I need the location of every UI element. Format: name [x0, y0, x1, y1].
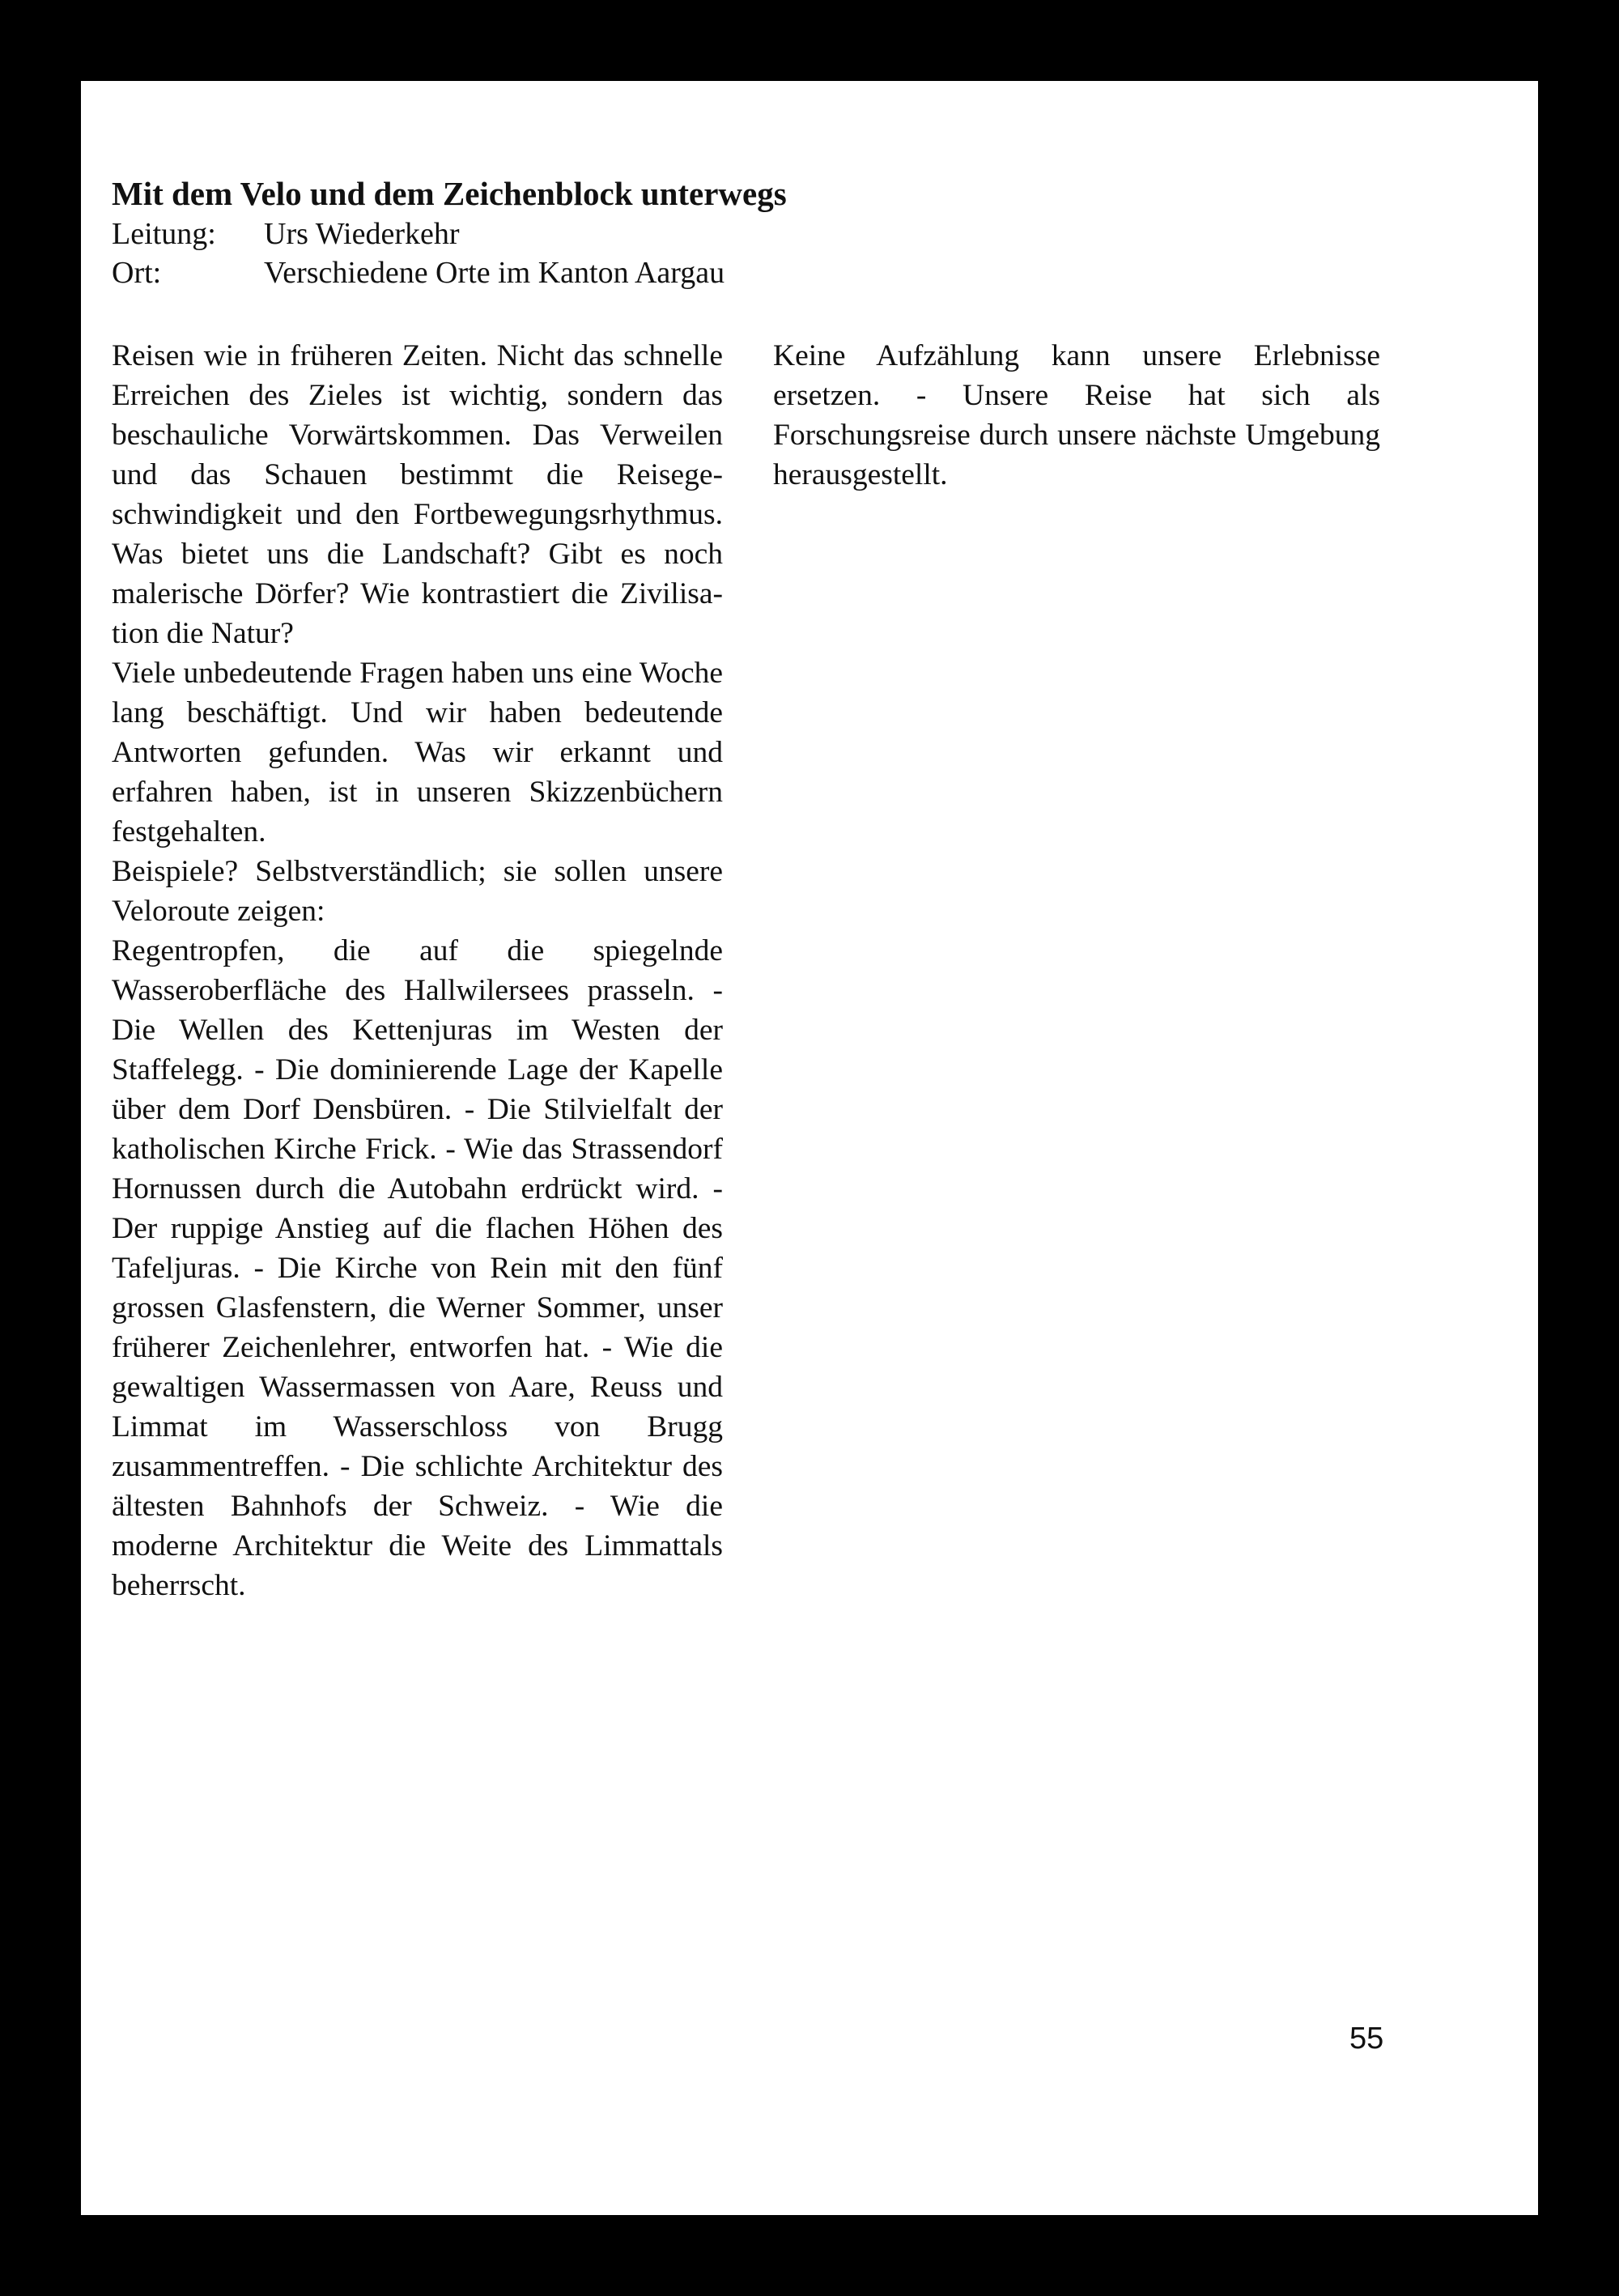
paragraph: Beispiele? Selbstverständlich; sie sollen unsere Veloroute zeigen:	[112, 855, 723, 928]
ort-label: Ort:	[112, 256, 162, 290]
left-text-column	[112, 336, 723, 1605]
ort-value: Verschiedene Orte im Kanton Aargau	[264, 256, 725, 290]
leitung-label: Leitung:	[112, 217, 216, 251]
paragraph: Reisen wie in früheren Zeiten. Nicht das schnelle Erreichen des Zieles ist wichtig, sondern das beschauliche Vorwärtskommen. Das Verweilen und das Schauen bestimmt die Reisegeschwindigkeit und den Fortbewegungsrhythmus. Was bietet uns die Landschaft? Gibt es noch malerische Dörfer? Wie kontrastiert die Zivilisation die Natur?	[112, 339, 723, 650]
leitung-value: Urs Wiederkehr	[264, 217, 460, 251]
ort-row	[112, 253, 1164, 292]
paragraph: Keine Aufzählung kann unsere Erlebnisse ersetzen. - Unsere Reise hat sich als Forschungsreise durch unsere nächste Umgebung herausgestellt.	[773, 339, 1380, 491]
page-number: 55	[1349, 2022, 1384, 2056]
paragraph: Viele unbedeutende Fragen haben uns eine Woche lang beschäftigt. Und wir haben bedeutende Antworten gefunden. Was wir erkannt und erfahren haben, ist in unseren Skizzenbüchern festgehalten.	[112, 657, 723, 848]
paragraph: Regentropfen, die auf die spiegelnde Wasseroberfläche des Hallwilersees prasseln. - Die Wellen des Kettenjuras im Westen der Staffelegg. - Die dominierende Lage der Kapelle über dem Dorf Densbüren. - Die Stilvielfalt der katholischen Kirche Frick. - Wie das Strassendorf Hornussen durch die Autobahn erdrückt wird. - Der ruppige Anstieg auf die flachen Höhen des Tafeljuras. - Die Kirche von Rein mit den fünf grossen Glasfenstern, die Werner Sommer, unser früherer Zeichenlehrer, entworfen hat. - Wie die gewaltigen Wassermassen von Aare, Reuss und Limmat im Wasserschloss von Brugg zusammentreffen. - Die schlichte Architektur des ältesten Bahnhofs der Schweiz. - Wie die moderne Architektur die Weite des Limmattals beherrscht.	[112, 934, 723, 1602]
right-text-column	[773, 336, 1380, 495]
article-title: Mit dem Velo und dem Zeichenblock unterwegs	[112, 175, 787, 212]
leitung-row	[112, 215, 1164, 253]
article-header	[112, 172, 1164, 292]
